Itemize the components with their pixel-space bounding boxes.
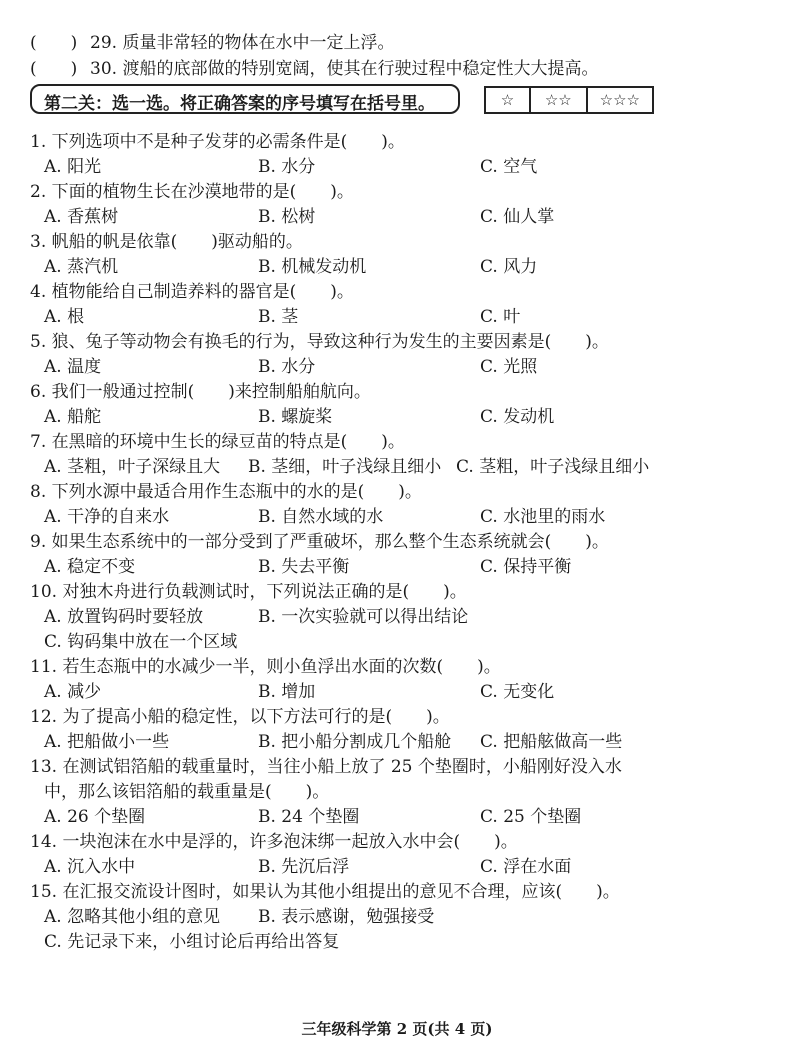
question-item [30,655,770,705]
option-row [30,205,770,230]
option-b: B. 表示感谢，勉强接受 [258,907,435,927]
question-item [30,280,770,330]
option-c: C. 水池里的雨水 [480,507,606,527]
question-stem: 11. 若生态瓶中的水减少一半，则小鱼浮出水面的次数( )。 [30,657,501,677]
option-row [30,855,770,880]
option-a: A. 把船做小一些 [44,732,170,752]
question-item [30,180,770,230]
option-a: A. 船舵 [44,407,102,427]
option-row [30,630,770,655]
question-item [30,130,770,180]
question-item [30,755,770,830]
option-b: B. 24 个垫圈 [258,807,360,827]
question-stem: 9. 如果生态系统中的一部分受到了严重破坏，那么整个生态系统就会( )。 [30,532,609,552]
option-row [30,555,770,580]
statement-text: 29. 质量非常轻的物体在水中一定上浮。 [90,33,395,53]
option-b: B. 茎 [258,307,299,327]
question-stem: 10. 对独木舟进行负载测试时，下列说法正确的是( )。 [30,582,467,602]
option-c: C. 无变化 [480,682,555,702]
option-row [30,605,770,630]
star-icon-two: ☆☆ [531,88,588,112]
option-row [30,930,770,955]
option-a: A. 忽略其他小组的意见 [44,907,221,927]
question-item [30,380,770,430]
option-a: A. 阳光 [44,157,102,177]
option-a: A. 香蕉树 [44,207,119,227]
option-a: A. 放置钩码时要轻放 [44,607,204,627]
option-c: C. 25 个垫圈 [480,807,582,827]
section-title: 第二关：选一选。将正确答案的序号填写在括号里。 [30,84,460,114]
option-row [30,505,770,530]
question-list [30,130,770,955]
option-b: B. 茎细，叶子浅绿且细小 [248,457,442,477]
option-b: B. 松树 [258,207,316,227]
star-icon-one: ☆ [486,88,531,112]
option-row [30,305,770,330]
statement-text: 30. 渡船的底部做的特别宽阔，使其在行驶过程中稳定性大大提高。 [90,59,599,79]
option-c: C. 浮在水面 [480,857,572,877]
option-row [30,355,770,380]
answer-paren[interactable]: ( ) [30,33,78,53]
option-a: A. 蒸汽机 [44,257,119,277]
question-stem: 7. 在黑暗的环境中生长的绿豆苗的特点是( )。 [30,432,405,452]
question-stem: 6. 我们一般通过控制( )来控制船舶航向。 [30,382,371,402]
option-row [30,805,770,830]
option-b: B. 失去平衡 [258,557,350,577]
option-b: B. 一次实验就可以得出结论 [258,607,469,627]
option-c: C. 茎粗，叶子浅绿且细小 [456,457,650,477]
option-a: A. 沉入水中 [44,857,136,877]
option-b: B. 螺旋桨 [258,407,333,427]
option-c: C. 叶 [480,307,521,327]
question-stem: 3. 帆船的帆是依靠( )驱动船的。 [30,232,303,252]
difficulty-stars [484,86,654,114]
option-b: B. 水分 [258,157,316,177]
question-item [30,330,770,380]
question-item [30,580,770,655]
option-c: C. 风力 [480,257,538,277]
question-item [30,880,770,955]
option-row [30,405,770,430]
question-stem: 5. 狼、兔子等动物会有换毛的行为，导致这种行为发生的主要因素是( )。 [30,332,609,352]
option-row [30,680,770,705]
option-row [30,455,770,480]
option-c: C. 空气 [480,157,538,177]
option-b: B. 水分 [258,357,316,377]
question-item [30,530,770,580]
option-c: C. 仙人掌 [480,207,555,227]
question-stem: 14. 一块泡沫在水中是浮的，许多泡沫绑一起放入水中会( )。 [30,832,518,852]
question-item [30,480,770,530]
question-item [30,830,770,880]
true-false-item-30 [30,54,598,79]
option-b: B. 先沉后浮 [258,857,350,877]
page-footer: 三年级科学第 2 页(共 4 页) [301,1020,493,1038]
option-c: C. 保持平衡 [480,557,572,577]
option-c: C. 钩码集中放在一个区域 [44,632,238,652]
question-stem: 1. 下列选项中不是种子发芽的必需条件是( )。 [30,132,405,152]
option-a: A. 减少 [44,682,102,702]
option-a: A. 稳定不变 [44,557,136,577]
question-stem: 8. 下列水源中最适合用作生态瓶中的水的是( )。 [30,482,422,502]
question-stem: 12. 为了提高小船的稳定性，以下方法可行的是( )。 [30,707,450,727]
option-a: A. 茎粗，叶子深绿且大 [44,457,221,477]
question-item [30,230,770,280]
option-c: C. 光照 [480,357,538,377]
option-c: C. 发动机 [480,407,555,427]
option-row [30,155,770,180]
option-row [30,255,770,280]
option-a: A. 干净的自来水 [44,507,170,527]
question-stem-continued: 中，那么该铝箔船的载重量是( )。 [44,782,330,802]
option-a: A. 温度 [44,357,102,377]
option-b: B. 机械发动机 [258,257,367,277]
question-item [30,705,770,755]
option-c: C. 先记录下来，小组讨论后再给出答复 [44,932,340,952]
question-stem: 15. 在汇报交流设计图时，如果认为其他小组提出的意见不合理，应该( )。 [30,882,620,902]
option-b: B. 自然水域的水 [258,507,384,527]
question-stem: 4. 植物能给自己制造养料的器官是( )。 [30,282,354,302]
option-row [30,905,770,930]
option-c: C. 把船舷做高一些 [480,732,623,752]
option-b: B. 增加 [258,682,316,702]
true-false-item-29 [30,28,394,53]
option-a: A. 根 [44,307,85,327]
answer-paren[interactable]: ( ) [30,59,78,79]
question-stem: 2. 下面的植物生长在沙漠地带的是( )。 [30,182,354,202]
option-b: B. 把小船分割成几个船舱 [258,732,452,752]
option-row [30,730,770,755]
star-icon-three: ☆☆☆ [599,91,640,109]
option-a: A. 26 个垫圈 [44,807,146,827]
question-stem: 13. 在测试铝箔船的载重量时，当往小船上放了 25 个垫圈时，小船刚好没入水 [30,757,622,777]
question-item [30,430,770,480]
